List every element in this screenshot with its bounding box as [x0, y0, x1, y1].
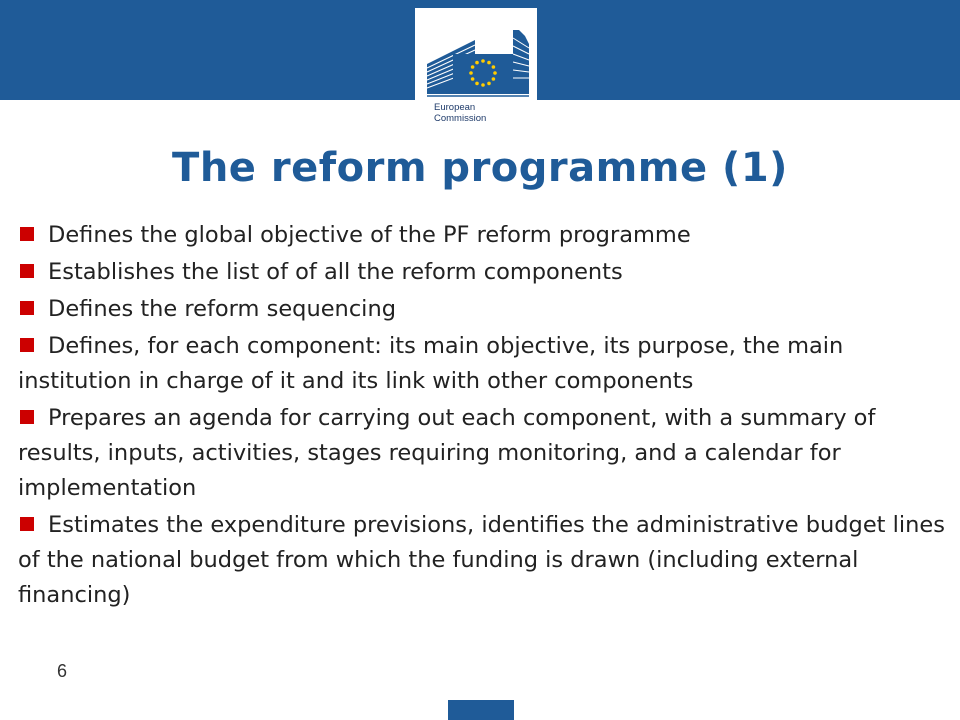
slide-title: The reform programme (1)	[172, 145, 788, 191]
bullet-text: Estimates the expenditure previsions, identifies the administrative budget lines of the national budget from which the funding is drawn (including external financing)	[18, 512, 945, 608]
bullet-text: Establishes the list of of all the reform components	[48, 259, 623, 285]
logo-text	[434, 102, 486, 124]
bullet-item	[18, 218, 948, 253]
bullet-square-icon	[20, 301, 34, 315]
bullet-list	[18, 218, 948, 615]
commission-building-icon	[415, 8, 537, 102]
bullet-text: Defines the reform sequencing	[48, 296, 396, 322]
page-number: 6	[57, 661, 68, 681]
bullet-square-icon	[20, 517, 34, 531]
bullet-square-icon	[20, 227, 34, 241]
bullet-item	[18, 329, 948, 399]
bullet-text: Defines the global objective of the PF reform programme	[48, 222, 691, 248]
bullet-square-icon	[20, 338, 34, 352]
logo-line-european: European	[434, 102, 476, 113]
european-commission-logo	[415, 8, 537, 134]
bullet-item	[18, 255, 948, 290]
bullet-text: Prepares an agenda for carrying out each component, with a summary of results, inputs, activities, stages requiring monitoring, and a calendar for implementation	[18, 405, 876, 501]
bullet-square-icon	[20, 410, 34, 424]
footer-flag-stub	[448, 700, 514, 720]
bullet-text: Defines, for each component: its main objective, its purpose, the main institution in charge of it and its link with other components	[18, 333, 844, 394]
bullet-square-icon	[20, 264, 34, 278]
bullet-item	[18, 508, 948, 613]
bullet-item	[18, 292, 948, 327]
bullet-item	[18, 401, 948, 506]
logo-line-commission: Commission	[434, 113, 487, 124]
